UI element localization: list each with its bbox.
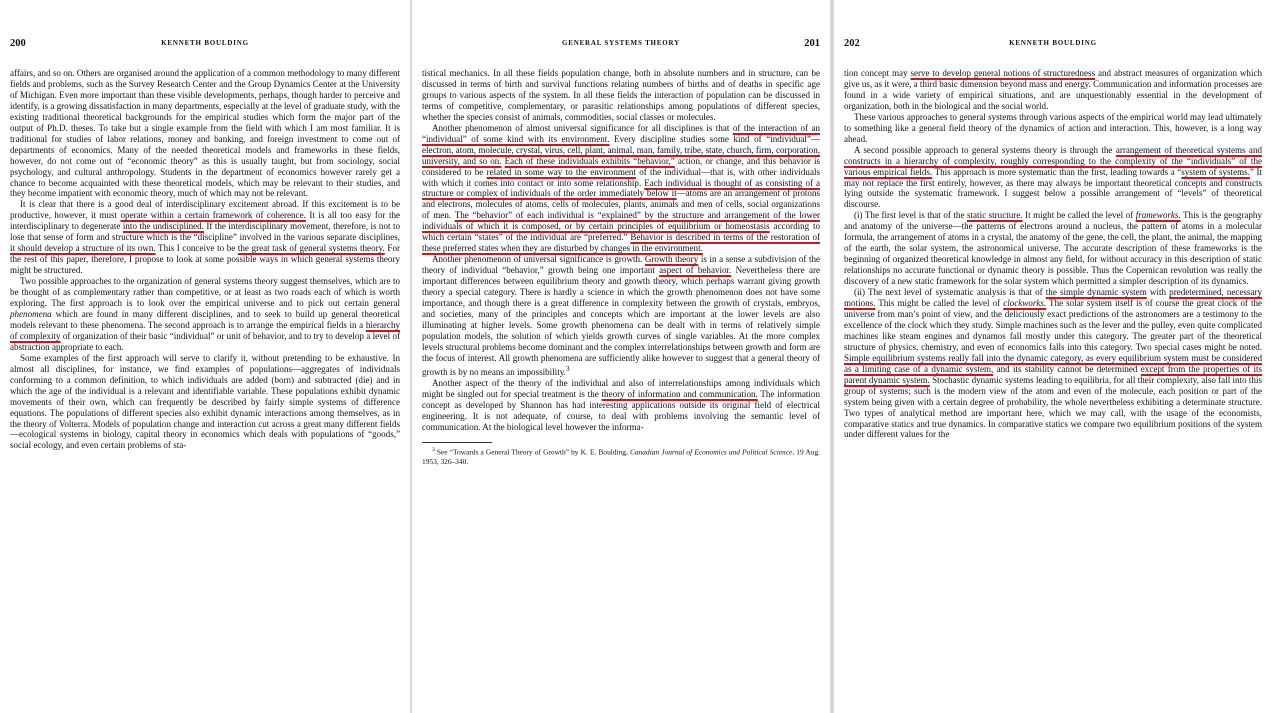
page-header bbox=[422, 38, 820, 52]
underlined-phrase: clockworks. bbox=[1003, 298, 1047, 309]
paragraph: Another phenomenon of almost universal significance for all disciplines is that of the interaction of an “individual” of some kind with its environment. Every discipline studies some kind of “individual”—electron, atom, molecule, crystal, virus, cell, plant, animal, man, family, tribe, state, church, firm, corporation, university, and so on. Each of these individuals exhibits “behavior,” action, or change, and this behavior is considered to be related in some way to the environment of the individual—that is, with other individuals with which it comes into contact or into some relationship. Each individual is thought of as consisting of a structure or complex of individuals of the order immediately below it—atoms are an arrangement of protons and electrons, molecules of atoms, cells of molecules, plants, animals and men of cells, social organizations of men. The “behavior” of each individual is “explained” by the structure and arrangement of the lower individuals of which it is composed, or by certain principles of equilibrium or homeostasis according to which certain “states” of the individual are “preferred.” Behavior is described in terms of the restoration of these preferred states when they are disturbed by changes in the environment. bbox=[422, 122, 821, 254]
underlined-phrase: except from the properties of its parent dynamic system. bbox=[844, 363, 1262, 385]
running-head: KENNETH BOULDING bbox=[1009, 39, 1097, 47]
underlined-phrase: the great task of general systems theory. bbox=[237, 243, 385, 254]
paragraph: Some examples of the first approach will serve to clarify it, without pretending to be exhaustive. In almost all disciplines, for instance, we find examples of populations—aggregates of individuals conforming to a common definition, to which individuals are added (born) and subtracted (die) and in which the age of the individual is a relevant and identifiable variable. These populations exhibit dynamic movements of their own, which can frequently be described by fairly simple systems of difference equations. The populations of different species also exhibit dynamic interactions among themselves, as in the theory of Volterra. Models of population change and interaction cut across a great many different fields—ecological systems in biology, capital theory in economics which deals with populations of “goods,” social ecology, and even certain problems of sta- bbox=[10, 352, 400, 451]
underlined-phrase: the simple dynamic system bbox=[1045, 287, 1147, 298]
underlined-phrase: into the undisciplined. bbox=[122, 221, 204, 232]
page-number: 202 bbox=[844, 38, 860, 49]
paragraph: tistical mechanics. In all these fields population change, both in absolute numbers and in structure, can be discussed in terms of birth and survival functions relating numbers of births and of deaths in specific age groups to various aspects of the system. In all these fields the interaction of population can be discussed in terms of competitive, complementary, or parasitic relationships among populations of different species, whether the species consist of animals, commodities, social classes or molecules. bbox=[422, 68, 820, 122]
footnote-rule bbox=[422, 442, 492, 443]
paragraph: Another aspect of the theory of the individual and also of interrelationships among individuals which might be singled out for special treatment is the theory of information and communication. The information concept as developed by Shannon has had interesting applications outside its original field of electrical engineering. It is not adequate, of course, to deal with problems involving the semantic level of communication. At the biological level however the informa- bbox=[422, 377, 820, 432]
running-head: GENERAL SYSTEMS THEORY bbox=[562, 39, 680, 47]
underlined-phrase: Growth theory bbox=[644, 254, 699, 265]
underlined-phrase: aspect of behavior. bbox=[659, 265, 732, 276]
underlined-phrase: Each individual is thought of as consisting of a structure or complex of individuals of the order immediately below it bbox=[422, 177, 821, 199]
underlined-phrase: related in some way to the environment bbox=[486, 166, 636, 177]
page-201 bbox=[412, 0, 830, 713]
page-202 bbox=[834, 0, 1272, 713]
page-200 bbox=[0, 0, 410, 713]
underlined-phrase: system of systems. bbox=[1181, 166, 1250, 177]
page-header bbox=[844, 38, 1262, 52]
underlined-phrase: Behavior is described in terms of the restoration of these preferred states when they are disturbed by changes in the environment. bbox=[422, 232, 821, 254]
running-head: KENNETH BOULDING bbox=[161, 39, 249, 47]
underlined-phrase: frameworks. bbox=[1135, 210, 1181, 221]
page-number: 200 bbox=[10, 38, 26, 49]
underlined-phrase: it should develop a structure of its own. bbox=[10, 243, 156, 254]
paragraph: (i) The first level is that of the static structure. It might be called the level of frameworks. This is the geography and anatomy of the universe—the patterns of electrons around a nucleus, the pattern of atoms in a molecular formula, the arrangement of atoms in a crystal, the anatomy of the gene, the cell, the plant, the animal, the mapping of the earth, the solar system, the astronomical universe. The accurate description of these frameworks is the beginning of organized theoretical knowledge in almost any field, for without accuracy in this description of static relationships no accurate functional or dynamic theory is possible. Thus the Copernican revolution was really the discovery of a new static framework for the solar system which permitted a simpler description of its dynamics. bbox=[844, 210, 1262, 287]
italic-text: Canadian Journal of Economics and Political Science, bbox=[629, 447, 795, 457]
page-header bbox=[10, 38, 400, 52]
underlined-phrase: static structure. bbox=[967, 210, 1023, 221]
paragraph: tion concept may serve to develop general notions of structuredness and abstract measures of organization which give us, as it were, a third basic dimension beyond mass and energy. Communication and information processes are found in a wide variety of empirical situations, and are unquestionably essential in the development of organization, both in the biological and the social world. bbox=[844, 68, 1262, 111]
footnote-ref: 3 bbox=[565, 363, 570, 373]
page-number: 201 bbox=[804, 38, 820, 49]
paragraph: Another phenomenon of universal significance is growth. Growth theory is in a sense a subdivision of the theory of individual “behavior,” growth being one important aspect of behavior. Nevertheless there are important differences between equilibrium theory and growth theory, which perhaps warrant giving growth theory a special category. There is hardly a science in which the growth phenomenon does not have some importance, and though there is a great difference in complexity between the growth of crystals, embryos, and societies, many of the principles and concepts which are important at the lower levels are also illuminating at higher levels. Some growth phenomena can be dealt with in terms of relatively simple population models, the solution of which yields growth curves of single variables. At the more complex levels structural problems become dominant and the complex interrelationships between growth and form are the focus of interest. All growth phenomena are sufficiently alike however to suggest that a general theory of growth is by no means an impossibility.$^3$ bbox=[422, 254, 821, 377]
paragraph: It is clear that there is a good deal of interdisciplinary excitement abroad. If this excitement is to be productive, however, it must operate within a certain framework of coherence. It is all too easy for the interdisciplinary to degenerate into the undisciplined. If the interdisciplinary movement, therefore, is not to lose that sense of form and structure which is the “discipline” involved in the various separate disciplines, it should develop a structure of its own. This I conceive to be the great task of general systems theory. For the rest of this paper, therefore, I propose to look at some possible ways in which general systems theory might be structured. bbox=[10, 199, 400, 276]
paragraph: affairs, and so on. Others are organised around the application of a common methodology to many different fields and problems, such as the Survey Research Center and the Group Dynamics Center at the University of Michigan. Even more important than these visible developments, perhaps, though harder to perceive and identify, is a growing dissatisfaction in many departments, especially at the level of graduate study, with the existing traditional theoretical backgrounds for the empirical studies which form the major part of the output of Ph.D. theses. To take but a single example from the field with which I am most familiar. It is traditional for studies of labor relations, money and banking, and foreign investment to come out of departments of economics. Many of the needed theoretical models and frameworks in these fields, however, do not come out of “economic theory” as this is usually taught, but from sociology, social psychology, and cultural anthropology. Students in the department of economics however rarely get a chance to become acquainted with these theoretical models, which may be relevant to their studies, and they become impatient with economic theory, much of which may not be relevant. bbox=[10, 68, 401, 199]
paragraph: A second possible approach to general systems theory is through the arrangement of theoretical systems and constructs in a hierarchy of complexity, roughly corresponding to the complexity of the “individuals” of the various empirical fields. This approach is more systematic than the first, leading towards a “system of systems.” It may not replace the first entirely, however, as there may always be important theoretical concepts and constructs lying outside the systematic framework. I suggest below a possible arrangement of “levels” of theoretical discourse. bbox=[844, 144, 1262, 210]
page-body bbox=[10, 68, 400, 451]
paragraph: Two possible approaches to the organization of general systems theory suggest themselves, which are to be thought of as complementary rather than competitive, or at least as two roads each of which is worth exploring. The first approach is to look over the empirical universe and to pick out certain general phenomena which are found in many different disciplines, and to seek to build up general theoretical models relevant to these phenomena. The second approach is to arrange the empirical fields in a hierarchy of complexity of organization of their basic “individual” or unit of behavior, and to try to develop a level of abstraction appropriate to each. bbox=[10, 276, 401, 352]
paragraph: (ii) The next level of systematic analysis is that of the simple dynamic system with predetermined, necessary motions. This might be called the level of clockworks. The solar system itself is of course the great clock of the universe from man’s point of view, and the deliciously exact predictions of the astronomers are a testimony to the excellence of the clock which they study. Simple machines such as the lever and the pulley, even quite complicated machines like steam engines and dynamos fall mostly under this category. The greater part of the theoretical structure of physics, chemistry, and even of economics falls into this category. Two special cases might be noted. Simple equilibrium systems really fall into the dynamic category, as every equilibrium system must be considered as a limiting case of a dynamic system, and its stability cannot be determined except from the properties of its parent dynamic system. Stochastic dynamic systems leading to equilibria, for all their complexity, also fall into this group of systems; such is the modern view of the atom and even of the molecule, each position or part of the system being given with a certain degree of probability, the whole nevertheless exhibiting a determinate structure. Two types of analytical method are important here, which we may call, with the usage of the economists, comparative statics and true dynamics. In comparative statics we compare two equilibrium positions of the system under different values for the bbox=[844, 287, 1263, 440]
underlined-phrase: Each of these individuals exhibits “behavior,” bbox=[504, 155, 675, 166]
footnote-mark: 3 bbox=[432, 447, 435, 454]
underlined-phrase: Simple equilibrium systems really fall into the dynamic category, as every equilibrium system must be considered as a limiting case of a dynamic system, bbox=[844, 352, 1262, 374]
underlined-phrase: of the interaction of an “individual” of some kind with its environment. bbox=[422, 122, 821, 144]
underlined-phrase: theory of information and communication. bbox=[601, 388, 758, 399]
paragraph: These various approaches to general systems through various aspects of the empirical world may lead ultimately to something like a general field theory of the dynamics of action and interaction. This, however, is a long way ahead. bbox=[844, 111, 1262, 144]
underlined-phrase: The “behavior” of each individual is “explained” by the structure and arrangement of the lower individuals of which it is composed, or by certain principles of equilibrium or homeostasis bbox=[422, 210, 820, 232]
underlined-phrase: arrangement of theoretical systems and constructs in a hierarchy of complexity, roughly corresponding to the complexity of the “individuals” of the various empirical fields. bbox=[844, 144, 1262, 177]
underlined-phrase: serve to develop general notions of structuredness bbox=[910, 68, 1096, 78]
underlined-phrase: operate within a certain framework of coherence. bbox=[120, 210, 306, 221]
underlined-phrase: predetermined, necessary motions. bbox=[844, 287, 1263, 309]
page-body bbox=[844, 68, 1262, 440]
footnote: $^3$ See “Towards a General Theory of Growth” by K. E. Boulding, Canadian Journal of Economics and Political Science, 19 Aug. 1953, 326–340. bbox=[422, 447, 820, 466]
underlined-phrase: hierarchy of complexity bbox=[10, 319, 400, 341]
underlined-phrase: electron, atom, molecule, crystal, virus, cell, plant, animal, man, family, tribe, state, church, firm, corporation, university, and so on. bbox=[422, 144, 820, 166]
page-body bbox=[422, 68, 820, 432]
italic-text: phenomena bbox=[10, 308, 52, 319]
